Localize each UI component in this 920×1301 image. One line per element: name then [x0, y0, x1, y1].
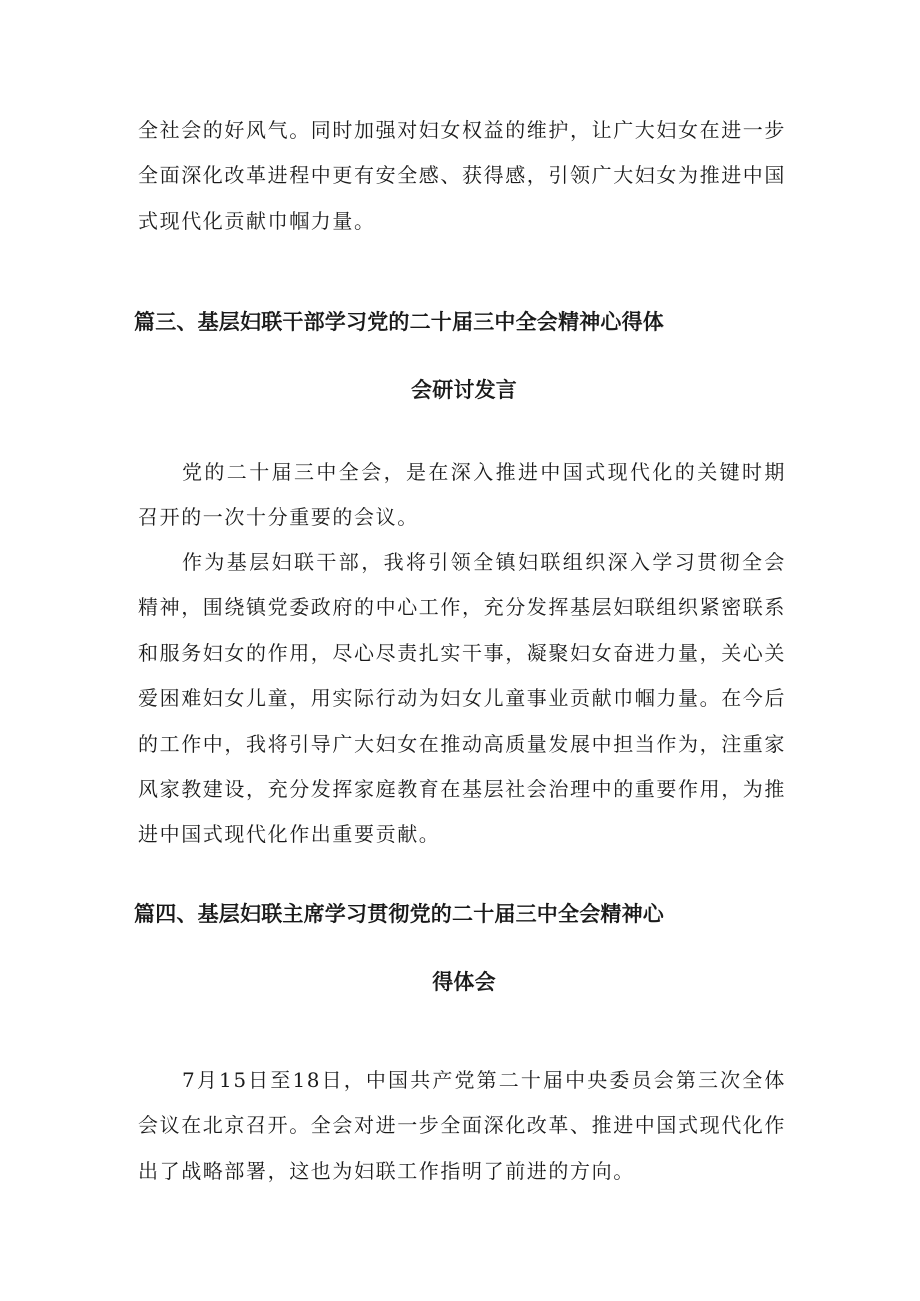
- section-heading-3: [134, 288, 794, 424]
- section-heading-3-line1: 篇三、基层妇联干部学习党的二十届三中全会精神心得体: [134, 310, 664, 334]
- section-heading-4-line1: 篇四、基层妇联主席学习贯彻党的二十届三中全会精神心: [134, 902, 664, 926]
- paragraph-intro: 党的二十届三中全会，是在深入推进中国式现代化的关键时期召开的一次十分重要的会议。: [138, 460, 786, 530]
- paragraph-session: 7月15日至18日，中国共产党第二十届中央委员会第三次全体会议在北京召开。全会对进一步全面深化改革、推进中国式现代化作出了战略部署，这也为妇联工作指明了前进的方向。: [138, 1068, 786, 1183]
- section-heading-4: [134, 880, 794, 1016]
- paragraph-continued: 全社会的好风气。同时加强对妇女权益的维护，让广大妇女在进一步全面深化改革进程中更有安全感、获得感，引领广大妇女为推进中国式现代化贡献巾帼力量。: [138, 118, 786, 233]
- section-heading-4-line2: 得体会: [432, 970, 496, 994]
- section-heading-3-line2: 会研讨发言: [411, 378, 517, 402]
- paragraph-body: 作为基层妇联干部，我将引领全镇妇联组织深入学习贯彻全会精神，围绕镇党委政府的中心工作，充分发挥基层妇联组织紧密联系和服务妇女的作用，尽心尽责扎实干事，凝聚妇女奋进力量，关心关爱困难妇女儿童，用实际行动为妇女儿童事业贡献巾帼力量。在今后的工作中，我将引导广大妇女在推动高质量发展中担当作为，注重家风家教建设，充分发挥家庭教育在基层社会治理中的重要作用，为推进中国式现代化作出重要贡献。: [138, 550, 786, 847]
